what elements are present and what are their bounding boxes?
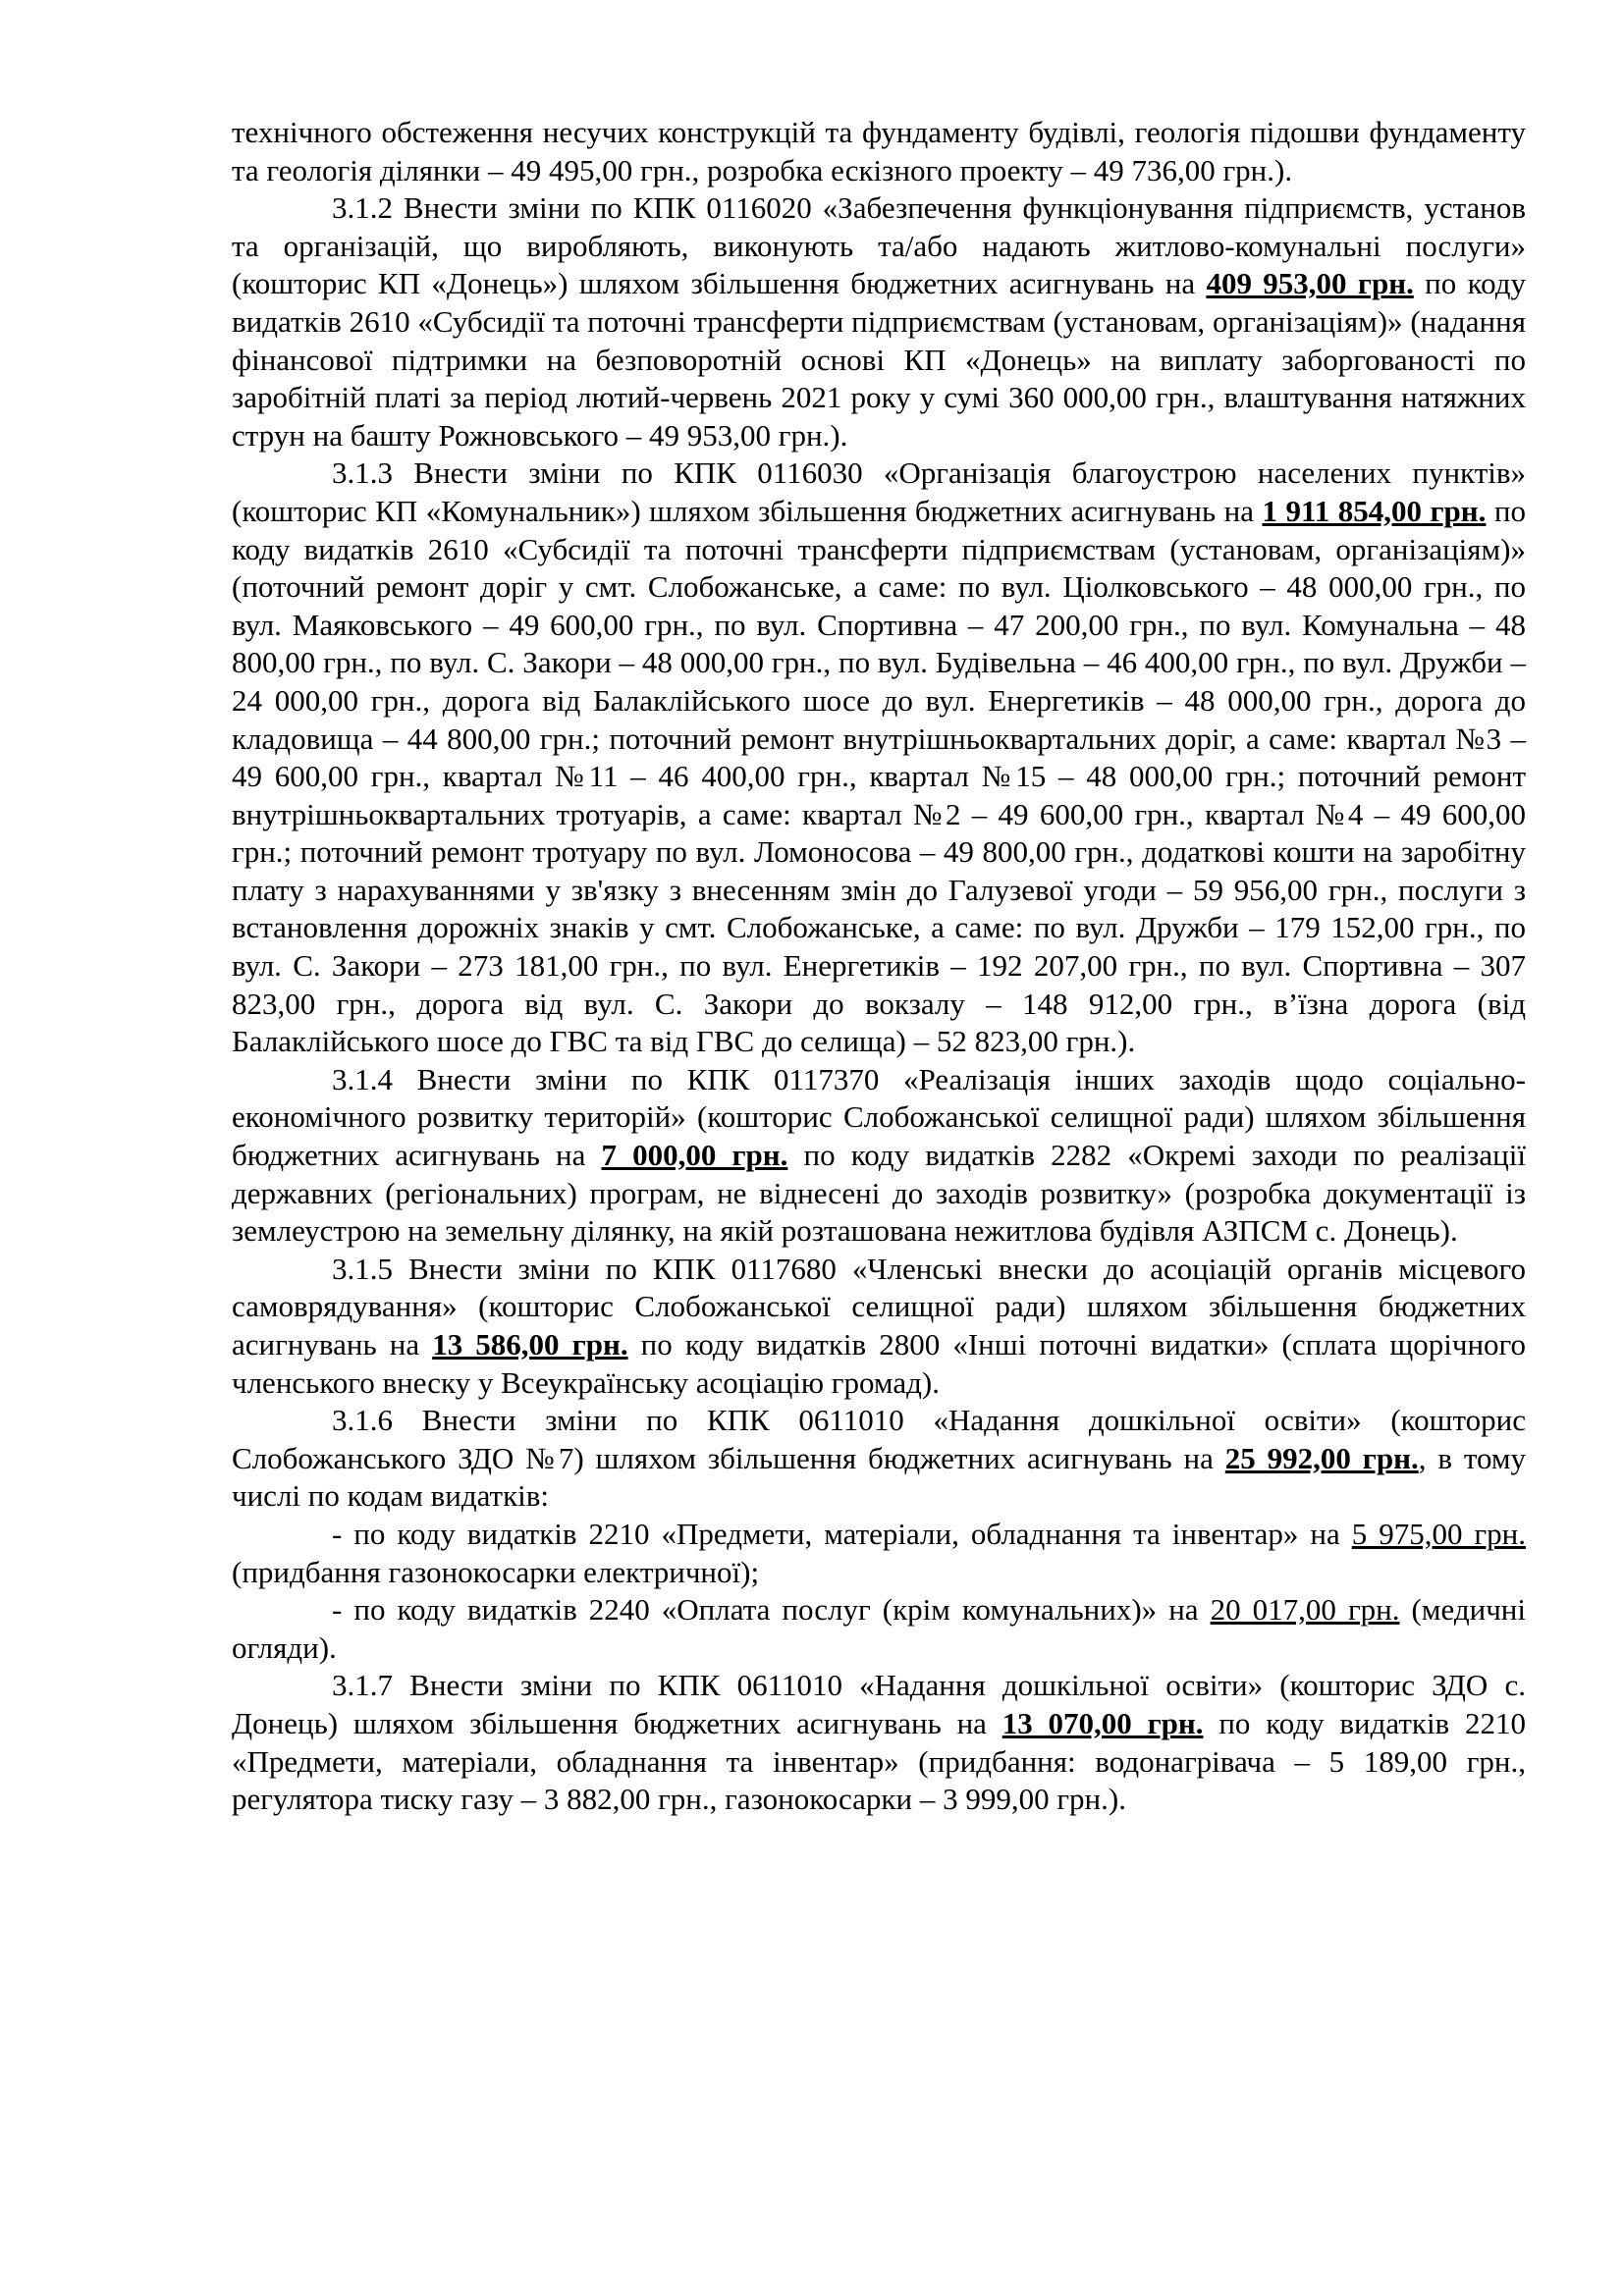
amount-highlight: 20 017,00 грн. [1210,1592,1400,1628]
text-run: по коду видатків 2282 «Окремі заходи по реалізації державних (регіональних) програм, не віднесені до заходів розвитку» (розробка документації із землеустрою на земельну ділянку, на якій розташована нежитлова будівля АЗПСМ с. Донець). [232,1138,1526,1249]
amount-highlight: 409 953,00 грн. [1206,266,1414,301]
text-run: по коду видатків 2210 «Предмети, матеріали, обладнання та інвентар» (придбання: водонагрівача – 5 189,00 грн., регулятора тиску газу – 3 882,00 грн., газонокосарки – 3 999,00 грн.). [232,1705,1526,1817]
text-run: 3.1.6 Внести зміни по КПК 0611010 «Надання дошкільної освіти» (кошторис Слобожанського ЗДО №7) шляхом збільшення бюджетних асигнувань на [232,1403,1526,1475]
text-run: (медичні огляди). [232,1592,1526,1665]
paragraph-3-1-2 [232,189,1526,454]
paragraph-3-1-4 [232,1061,1526,1251]
amount-highlight: 13 070,00 грн. [1001,1705,1204,1740]
text-run: - по коду видатків 2240 «Оплата послуг (крім комунальних)» на [332,1592,1211,1628]
list-item-2210 [232,1516,1526,1591]
paragraph-3-1-5 [232,1251,1526,1402]
text-run: технічного обстеження несучих конструкцій та фундаменту будівлі, геологія підошви фундаменту та геологія ділянки – 49 495,00 грн., розробка ескізного проекту – 49 736,00 грн.). [232,115,1526,187]
text-run: 3.1.5 Внести зміни по КПК 0117680 «Членські внески до асоціацій органів місцевого самоврядування» (кошторис Слобожанської селищної ради) шляхом збільшення бюджетних асигнувань на [232,1251,1526,1362]
text-run: 3.1.3 Внести зміни по КПК 0116030 «Організація благоустрою населених пунктів» (кошторис КП «Комунальник») шляхом збільшення бюджетних асигнувань на [232,455,1526,528]
amount-highlight: 7 000,00 грн. [601,1138,788,1173]
text-run: , в тому числі по кодам видатків: [232,1440,1526,1514]
amount-highlight: 25 992,00 грн. [1224,1440,1419,1475]
paragraph-3-1-7 [232,1667,1526,1818]
paragraph-continuation [232,114,1526,189]
amount-highlight: 5 975,00 грн. [1351,1516,1526,1551]
paragraph-3-1-6 [232,1402,1526,1516]
amount-highlight: 1 911 854,00 грн. [1262,493,1487,528]
text-run: (придбання газонокосарки електричної); [232,1554,760,1589]
text-run: по коду видатків 2800 «Інші поточні видатки» (сплата щорічного членського внеску у Всеукраїнську асоціацію громад). [232,1327,1527,1400]
text-run: 3.1.4 Внести зміни по КПК 0117370 «Реалізація інших заходів щодо соціально-економічного розвитку територій» (кошторис Слобожанської селищної ради) шляхом збільшення бюджетних асигнувань на [232,1061,1526,1173]
text-run: по коду видатків 2610 «Субсидії та поточні трансферти підприємствам (установам, організаціям)» (поточний ремонт доріг у смт. Слобожанське, а саме: по вул. Ціолковського – 48 000,00 грн., по вул. Маяковського – 49 600,00 грн., по вул. Спортивна – 47 200,00 грн., по вул. Комунальна – 48 800,00 грн., по вул. С. Закори – 48 000,00 грн., по вул. Будівельна – 46 400,00 грн., по вул. Дружби – 24 000,00 грн., дорога від Балаклійського шосе до вул. Енергетиків – 48 000,00 грн., дорога до кладовища – 44 800,00 грн.; поточний ремонт внутрішньоквартальних доріг, а саме: квартал №3 – 49 600,00 грн., квартал №11 – 46 400,00 грн., квартал №15 – 48 000,00 грн.; поточний ремонт внутрішньоквартальних тротуарів, а саме: квартал №2 – 49 600,00 грн., квартал №4 – 49 600,00 грн.; поточний ремонт тротуару по вул. Ломоносова – 49 800,00 грн., додаткові кошти на заробітну плату з нарахуваннями у зв'язку з внесенням змін до Галузевої угоди – 59 956,00 грн., послуги з встановлення дорожніх знаків у смт. Слобожанське, а саме: по вул. Дружби – 179 152,00 грн., по вул. С. Закори – 273 181,00 грн., по вул. Енергетиків – 192 207,00 грн., по вул. Спортивна – 307 823,00 грн., дорога від вул. С. Закори до вокзалу – 148 912,00 грн., в’їзна дорога (від Балаклійського шосе до ГВС та від ГВС до селища) – 52 823,00 грн.). [232,493,1527,1059]
amount-highlight: 13 586,00 грн. [432,1327,628,1362]
text-run: 3.1.2 Внести зміни по КПК 0116020 «Забезпечення функціонування підприємств, установ та організацій, що виробляють, виконують та/або надають житлово-комунальні послуги» (кошторис КП «Донець») шляхом збільшення бюджетних асигнувань на [232,190,1526,301]
text-run: 3.1.7 Внести зміни по КПК 0611010 «Надання дошкільної освіти» (кошторис ЗДО с. Донець) шляхом збільшення бюджетних асигнувань на [232,1668,1526,1740]
list-item-2240 [232,1591,1526,1667]
text-run: по коду видатків 2610 «Субсидії та поточні трансферти підприємствам (установам, організаціям)» (надання фінансової підтримки на безповоротній основі КП «Донець» на виплату заборгованості по заробітній платі за період лютий-червень 2021 року у сумі 360 000,00 грн., влаштування натяжних струн на башту Рожновського – 49 953,00 грн.). [232,266,1526,453]
paragraph-3-1-3 [232,454,1526,1061]
text-run: - по коду видатків 2210 «Предмети, матеріали, обладнання та інвентар» на [332,1516,1352,1551]
